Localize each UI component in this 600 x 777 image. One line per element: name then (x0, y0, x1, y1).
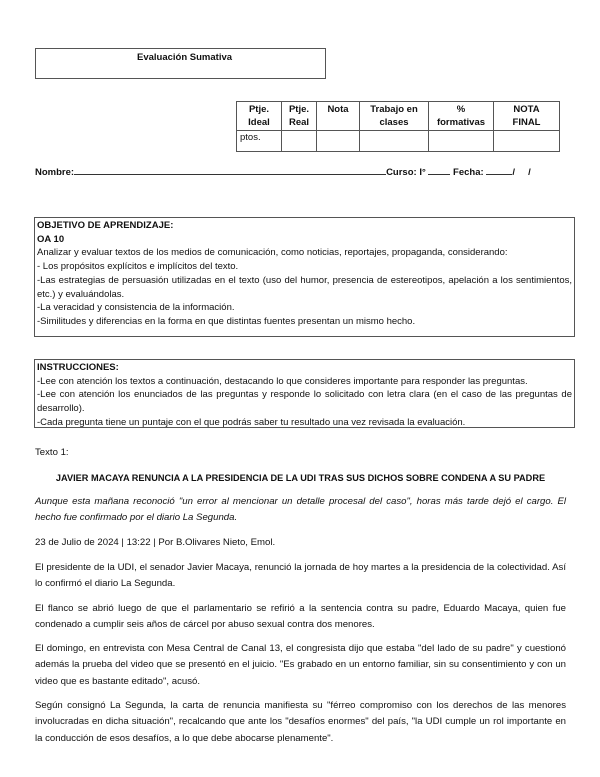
objective-line: -Similitudes y diferencias en la forma en que distintas fuentes presentan un mismo hecho. (37, 315, 416, 327)
article-headline: JAVIER MACAYA RENUNCIA A LA PRESIDENCIA DE LA UDI TRAS SUS DICHOS SOBRE CONDENA A SU PADRE (55, 473, 546, 483)
article-paragraph: El domingo, en entrevista con Mesa Central de Canal 13, el congresista dijo que estaba "del lado de su padre" y cuestionó además la prueba del video que se presentó en el juicio. "Es grabado en un entorno familiar, sin su consentimiento y con un video que es bastante editado", acusó. (35, 643, 566, 687)
instruction-line: -Lee con atención los enunciados de las preguntas y responde lo solicitado con letra clara (en el caso de las preguntas de desarrollo). (37, 389, 572, 415)
objective-line: -La veracidad y consistencia de la información. (37, 302, 235, 314)
objective-line: - Los propósitos explícitos e implícitos del texto. (37, 261, 239, 273)
header-ptje-real: Ptje. Real (282, 102, 317, 131)
objective-line: -Las estrategias de persuasión utilizadas en el texto (uso del humor, presencia de estereotipos, apelación a los sentimientos, etc.) y evaluándolas. (37, 274, 572, 300)
instructions-heading: INSTRUCCIONES: (37, 362, 119, 373)
instructions-box (34, 359, 575, 428)
cell-trabajo-clases[interactable] (360, 131, 429, 152)
cell-ptje-ideal: ptos. (237, 131, 282, 152)
name-label: Nombre: (35, 167, 75, 178)
instruction-line: -Cada pregunta tiene un puntaje con el que podrás saber tu resultado una vez revisada la evaluación. (37, 416, 466, 428)
article-paragraph: El presidente de la UDI, el senador Javier Macaya, renunció la jornada de hoy martes a la presidencia de la colectividad. Así lo confirmó el diario La Segunda. (35, 562, 566, 590)
header-nota: Nota (317, 102, 360, 131)
header-formativas: % formativas (429, 102, 494, 131)
student-info-line (35, 165, 575, 178)
objective-line: Analizar y evaluar textos de los medios de comunicación, como noticias, reportajes, propaganda, considerando: (37, 247, 508, 259)
header-ptje-ideal: Ptje. Ideal (237, 102, 282, 131)
cell-formativas[interactable] (429, 131, 494, 152)
objective-heading: OBJETIVO DE APRENDIZAJE: (37, 220, 174, 231)
date-separator: / (512, 167, 515, 178)
article-lead: Aunque esta mañana reconoció "un error al mencionar un detalle procesal del caso", horas más tarde dejó el cargo. El hecho fue confirmado por el diario La Segunda. (35, 496, 566, 524)
cell-nota[interactable] (317, 131, 360, 152)
instruction-line: -Lee con atención los textos a continuación, destacando lo que consideres importante para responder las preguntas. (37, 375, 528, 387)
course-field[interactable] (428, 165, 450, 175)
name-field[interactable] (74, 165, 386, 175)
objective-box (34, 217, 575, 337)
score-table-header-row (237, 102, 560, 131)
document-title: Evaluación Sumativa (137, 52, 233, 63)
article-byline: 23 de Julio de 2024 | 13:22 | Por B.Olivares Nieto, Emol. (35, 537, 276, 548)
score-table-value-row (237, 131, 560, 152)
cell-ptje-real[interactable] (282, 131, 317, 152)
article-paragraph: El flanco se abrió luego de que el parlamentario se refirió a la sentencia contra su padre, Eduardo Macaya, quien fue condenado a cumplir seis años de cárcel por abuso sexual contra dos menores. (35, 603, 566, 631)
header-nota-final: NOTA FINAL (494, 102, 560, 131)
course-label: Curso: I° (386, 167, 426, 178)
header-trabajo-clases: Trabajo en clases (360, 102, 429, 131)
date-day-field[interactable] (486, 165, 512, 175)
article-paragraph: Según consignó La Segunda, la carta de renuncia manifiesta su "férreo compromiso con los derechos de las menores involucradas en dicha situación", recalcando que ante los "desafíos enormes" del país, "la UDI cumple un rol importante en la conducción de esos desafíos, a lo que debe abocarse plenamente". (35, 700, 566, 744)
title-box (35, 48, 326, 79)
date-separator-2: / (528, 167, 531, 178)
cell-nota-final[interactable] (494, 131, 560, 152)
date-label: Fecha: (453, 167, 484, 178)
score-table (236, 101, 560, 152)
objective-code: OA 10 (37, 233, 65, 245)
text-label: Texto 1: (35, 447, 69, 458)
